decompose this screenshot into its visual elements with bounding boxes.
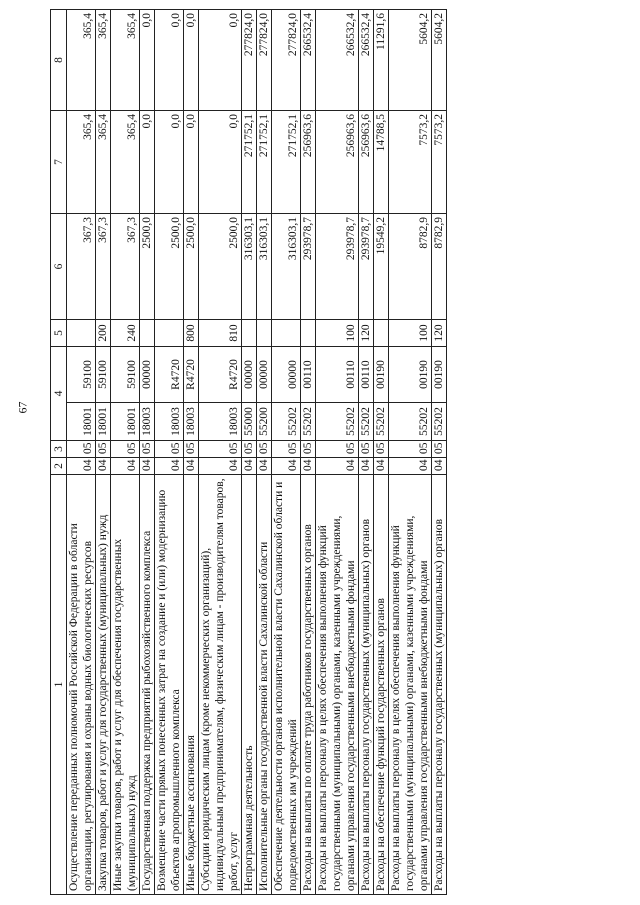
code-section: 04 [389, 458, 432, 475]
value-col7: 365,4 [96, 111, 111, 214]
code-subsection: 05 [301, 441, 316, 458]
col-header-8: 8 [51, 10, 67, 111]
table-row [389, 10, 432, 895]
code-expense-type [242, 320, 257, 347]
row-name: Непрограммная деятельность [242, 475, 257, 895]
code-subsection: 05 [184, 441, 199, 458]
value-col6: 316303,1 [257, 214, 272, 320]
code-section: 04 [111, 458, 140, 475]
value-col8: 266532,4 [301, 10, 316, 111]
value-col8: 266532,4 [316, 10, 359, 111]
code-expense-type: 200 [96, 320, 111, 347]
row-name: Исполнительные органы государственной власти Сахалинской области [257, 475, 272, 895]
code-subsection: 05 [272, 441, 301, 458]
code-direction: 59100 [96, 347, 111, 403]
value-col8: 277824,0 [257, 10, 272, 111]
row-name: Расходы на выплаты персоналу в целях обеспечения выполнения функций государственными (муниципальными) органами, казенными учреждениями, органами управления государственными внебюджетными фондами [316, 475, 359, 895]
code-expense-type [257, 320, 272, 347]
row-name: Закупка товаров, работ и услуг для государственных (муниципальных) нужд [96, 475, 111, 895]
code-subsection: 05 [389, 441, 432, 458]
value-col7: 0,0 [155, 111, 184, 214]
table-row [96, 10, 111, 895]
code-subsection: 05 [316, 441, 359, 458]
table-row [374, 10, 389, 895]
code-subsection: 05 [257, 441, 272, 458]
table-body [67, 10, 447, 895]
code-direction: R4720 [155, 347, 184, 403]
value-col7: 256963,6 [359, 111, 374, 214]
table-row [140, 10, 155, 895]
table-row [199, 10, 242, 895]
value-col8: 277824,0 [242, 10, 257, 111]
row-name: Расходы на выплаты персоналу в целях обеспечения выполнения функций государственными (муниципальными) органами, казенными учреждениями, органами управления государственными внебюджетными фондами [389, 475, 432, 895]
code-program: 55202 [374, 403, 389, 441]
code-program: 55000 [242, 403, 257, 441]
code-direction: R4720 [184, 347, 199, 403]
table-row [301, 10, 316, 895]
code-direction: 00000 [257, 347, 272, 403]
col-header-4: 4 [51, 347, 67, 441]
row-name: Осуществление переданных полномочий Российской Федерации в области организации, регулирования и охраны водных биологических ресурсов [67, 475, 96, 895]
row-name: Расходы на обеспечение функций государственных органов [374, 475, 389, 895]
value-col7: 0,0 [140, 111, 155, 214]
header-row [51, 10, 67, 895]
table-row [242, 10, 257, 895]
row-name: Расходы на выплаты по оплате труда работников государственных органов [301, 475, 316, 895]
code-subsection: 05 [199, 441, 242, 458]
col-header-1: 1 [51, 475, 67, 895]
value-col6: 367,3 [96, 214, 111, 320]
code-expense-type: 800 [184, 320, 199, 347]
code-program: 55202 [272, 403, 301, 441]
code-direction: 00000 [272, 347, 301, 403]
code-program: 18003 [140, 403, 155, 441]
table-row [155, 10, 184, 895]
col-header-2: 2 [51, 458, 67, 475]
value-col7: 7573,2 [432, 111, 447, 214]
code-section: 04 [272, 458, 301, 475]
row-name: Расходы на выплаты персоналу государственных (муниципальных) органов [359, 475, 374, 895]
code-subsection: 05 [111, 441, 140, 458]
value-col8: 365,4 [111, 10, 140, 111]
code-expense-type: 120 [432, 320, 447, 347]
value-col8: 365,4 [96, 10, 111, 111]
rotated-page [50, 10, 610, 895]
value-col8: 277824,0 [272, 10, 301, 111]
row-name: Возмещение части прямых понесенных затрат на создание и (или) модернизацию объектов агропромышленного комплекса [155, 475, 184, 895]
code-section: 04 [301, 458, 316, 475]
value-col6: 2500,0 [199, 214, 242, 320]
code-direction: 00110 [359, 347, 374, 403]
value-col8: 11291,6 [374, 10, 389, 111]
value-col8: 0,0 [199, 10, 242, 111]
value-col7: 14788,5 [374, 111, 389, 214]
value-col7: 256963,6 [316, 111, 359, 214]
code-section: 04 [199, 458, 242, 475]
code-program: 18001 [111, 403, 140, 441]
code-expense-type [301, 320, 316, 347]
table-row [432, 10, 447, 895]
value-col8: 365,4 [67, 10, 96, 111]
page-number: 67 [15, 401, 30, 414]
code-subsection: 05 [359, 441, 374, 458]
code-program: 18003 [184, 403, 199, 441]
code-section: 04 [184, 458, 199, 475]
code-section: 04 [140, 458, 155, 475]
table-row [272, 10, 301, 895]
table-row [184, 10, 199, 895]
value-col8: 0,0 [155, 10, 184, 111]
table-row [257, 10, 272, 895]
row-name: Иные бюджетные ассигнования [184, 475, 199, 895]
value-col8: 5604,2 [432, 10, 447, 111]
value-col6: 2500,0 [155, 214, 184, 320]
row-name: Обеспечение деятельности органов исполнительной власти Сахалинской области и подведомственных им учреждений [272, 475, 301, 895]
table-row [316, 10, 359, 895]
row-name: Расходы на выплаты персоналу государственных (муниципальных) органов [432, 475, 447, 895]
value-col7: 365,4 [111, 111, 140, 214]
code-expense-type: 810 [199, 320, 242, 347]
code-section: 04 [242, 458, 257, 475]
code-subsection: 05 [242, 441, 257, 458]
value-col6: 2500,0 [140, 214, 155, 320]
code-program: 55202 [432, 403, 447, 441]
code-direction: 00190 [374, 347, 389, 403]
code-direction: 00110 [316, 347, 359, 403]
row-name: Субсидии юридическим лицам (кроме некоммерческих организаций), индивидуальным предпринимателям, физическим лицам - производителям товаров, работ, услуг [199, 475, 242, 895]
table-row [359, 10, 374, 895]
value-col6: 293978,7 [301, 214, 316, 320]
code-direction: 00000 [242, 347, 257, 403]
code-program: 18003 [199, 403, 242, 441]
code-section: 04 [67, 458, 96, 475]
code-section: 04 [359, 458, 374, 475]
code-program: 55202 [389, 403, 432, 441]
code-expense-type [374, 320, 389, 347]
code-subsection: 05 [155, 441, 184, 458]
code-expense-type: 120 [359, 320, 374, 347]
value-col8: 5604,2 [389, 10, 432, 111]
code-direction: 00190 [389, 347, 432, 403]
code-program: 55202 [359, 403, 374, 441]
col-header-3: 3 [51, 441, 67, 458]
code-expense-type [272, 320, 301, 347]
value-col7: 271752,1 [257, 111, 272, 214]
code-section: 04 [257, 458, 272, 475]
value-col6: 8782,9 [389, 214, 432, 320]
value-col7: 0,0 [184, 111, 199, 214]
value-col6: 8782,9 [432, 214, 447, 320]
budget-table [50, 9, 447, 895]
code-expense-type [67, 320, 96, 347]
code-expense-type: 100 [389, 320, 432, 347]
code-direction: 59100 [111, 347, 140, 403]
value-col6: 316303,1 [272, 214, 301, 320]
value-col7: 0,0 [199, 111, 242, 214]
value-col6: 2500,0 [184, 214, 199, 320]
code-expense-type: 240 [111, 320, 140, 347]
code-subsection: 05 [67, 441, 96, 458]
code-expense-type [155, 320, 184, 347]
code-expense-type [140, 320, 155, 347]
value-col7: 271752,1 [242, 111, 257, 214]
value-col6: 293978,7 [359, 214, 374, 320]
code-direction: R4720 [199, 347, 242, 403]
row-name: Государственная поддержка предприятий рыбохозяйственного комплекса [140, 475, 155, 895]
code-program: 18001 [96, 403, 111, 441]
table-row [67, 10, 96, 895]
value-col6: 293978,7 [316, 214, 359, 320]
code-section: 04 [432, 458, 447, 475]
code-direction: 00190 [432, 347, 447, 403]
code-expense-type: 100 [316, 320, 359, 347]
value-col6: 367,3 [111, 214, 140, 320]
value-col6: 367,3 [67, 214, 96, 320]
row-name: Иные закупки товаров, работ и услуг для обеспечения государственных (муниципальных) нужд [111, 475, 140, 895]
code-subsection: 05 [374, 441, 389, 458]
code-section: 04 [155, 458, 184, 475]
value-col7: 256963,6 [301, 111, 316, 214]
code-direction: 00000 [140, 347, 155, 403]
value-col8: 0,0 [184, 10, 199, 111]
value-col7: 365,4 [67, 111, 96, 214]
col-header-7: 7 [51, 111, 67, 214]
value-col6: 316303,1 [242, 214, 257, 320]
value-col7: 271752,1 [272, 111, 301, 214]
code-direction: 00110 [301, 347, 316, 403]
table-row [111, 10, 140, 895]
code-section: 04 [316, 458, 359, 475]
value-col6: 19549,2 [374, 214, 389, 320]
code-subsection: 05 [96, 441, 111, 458]
col-header-6: 6 [51, 214, 67, 320]
code-subsection: 05 [432, 441, 447, 458]
code-section: 04 [374, 458, 389, 475]
code-program: 55202 [316, 403, 359, 441]
code-program: 55200 [257, 403, 272, 441]
code-program: 18003 [155, 403, 184, 441]
code-program: 18001 [67, 403, 96, 441]
value-col8: 0,0 [140, 10, 155, 111]
code-section: 04 [96, 458, 111, 475]
value-col7: 7573,2 [389, 111, 432, 214]
code-subsection: 05 [140, 441, 155, 458]
value-col8: 266532,4 [359, 10, 374, 111]
col-header-5: 5 [51, 320, 67, 347]
code-program: 55202 [301, 403, 316, 441]
code-direction: 59100 [67, 347, 96, 403]
